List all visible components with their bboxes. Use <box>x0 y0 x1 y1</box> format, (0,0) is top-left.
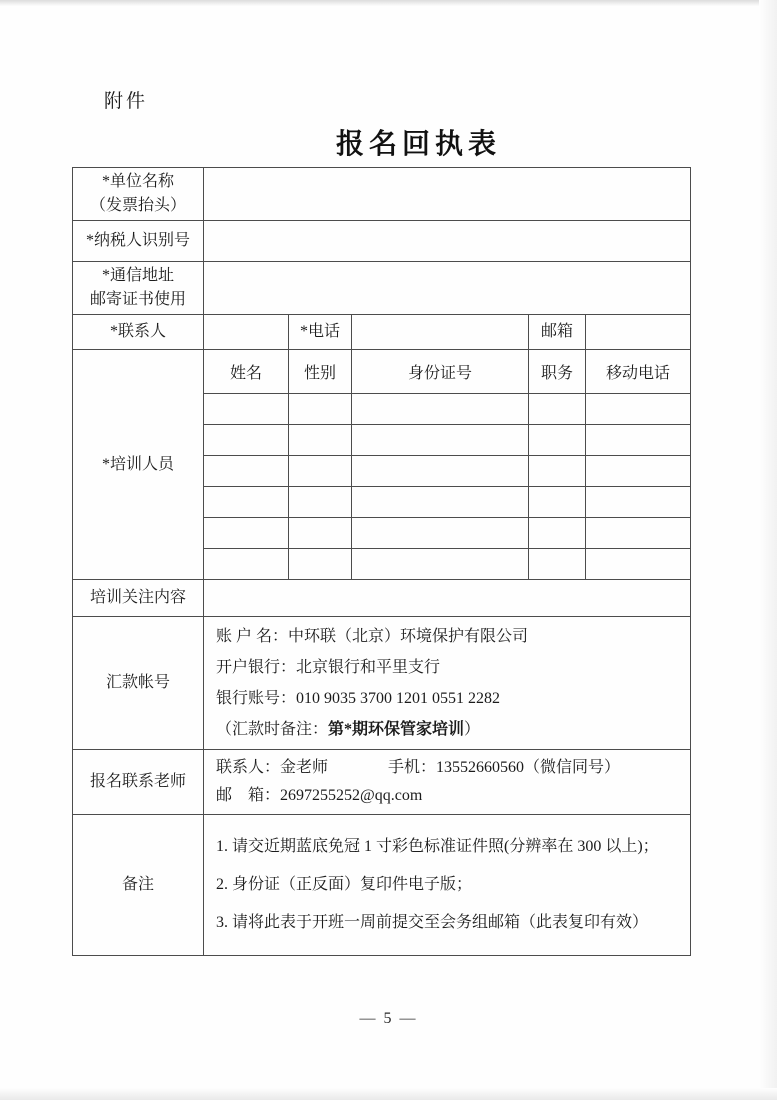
trainee-cell <box>204 425 289 456</box>
training-focus-value-cell <box>204 580 691 617</box>
remittance-note-bold: 第*期环保管家培训 <box>328 721 465 738</box>
trainee-col-position: 职务 <box>529 350 586 394</box>
trainee-cell <box>586 425 691 456</box>
trainee-col-id-number: 身份证号 <box>352 350 529 394</box>
trainee-cell <box>586 456 691 487</box>
row-trainee-header <box>73 350 691 394</box>
contact-phone-label: *电话 <box>289 315 352 350</box>
trainee-cell <box>289 425 352 456</box>
trainee-cell <box>289 456 352 487</box>
trainee-cell <box>352 456 529 487</box>
trainee-cell <box>352 394 529 425</box>
trainee-cell <box>204 487 289 518</box>
row-remarks <box>73 815 691 956</box>
mailing-address-label-line1: *通信地址 <box>101 267 174 284</box>
remittance-content-cell <box>204 617 691 750</box>
trainees-label: *培训人员 <box>73 350 204 580</box>
row-training-focus <box>73 580 691 617</box>
trainee-cell <box>586 549 691 580</box>
trainee-cell <box>586 487 691 518</box>
registration-contact-content-cell <box>204 750 691 815</box>
scan-edge-top <box>0 0 777 6</box>
trainee-cell <box>352 487 529 518</box>
registration-contact-label: 报名联系老师 <box>73 750 204 815</box>
unit-name-value-cell <box>204 168 691 221</box>
training-focus-label: 培训关注内容 <box>73 580 204 617</box>
taxpayer-id-value-cell <box>204 221 691 262</box>
remittance-note <box>216 714 680 745</box>
trainee-cell <box>352 425 529 456</box>
trainee-cell <box>586 394 691 425</box>
trainee-cell <box>289 549 352 580</box>
trainee-cell <box>204 456 289 487</box>
trainee-cell <box>529 456 586 487</box>
attachment-label: 附件 <box>104 91 149 112</box>
remittance-bank: 开户银行：北京银行和平里支行 <box>216 659 441 676</box>
trainee-cell <box>289 394 352 425</box>
remittance-note-suffix: ） <box>464 721 481 738</box>
registration-form-table <box>72 167 691 956</box>
page-number: — 5 — <box>359 1010 418 1027</box>
trainee-cell <box>586 518 691 549</box>
trainee-cell <box>352 549 529 580</box>
remarks-content-cell <box>204 815 691 956</box>
row-contact <box>73 315 691 350</box>
remark-item-3: 3. 请将此表于开班一周前提交至会务组邮箱（此表复印有效） <box>216 914 649 931</box>
trainee-cell <box>529 394 586 425</box>
trainee-cell <box>204 518 289 549</box>
mailing-address-label <box>73 262 204 315</box>
trainee-cell <box>529 549 586 580</box>
page-title-wrap <box>30 122 777 162</box>
mailing-address-value-cell <box>204 262 691 315</box>
remittance-account-number: 银行账号：010 9035 3700 1201 0551 2282 <box>216 690 501 707</box>
trainee-cell <box>529 425 586 456</box>
taxpayer-id-label: *纳税人识别号 <box>73 221 204 262</box>
unit-name-label-line2: （发票抬头） <box>89 197 186 214</box>
row-unit-name <box>73 168 691 221</box>
registration-contact-email: 邮 箱：2697255252@qq.com <box>216 787 423 804</box>
contact-email-label: 邮箱 <box>529 315 586 350</box>
row-remittance <box>73 617 691 750</box>
registration-contact-person: 联系人：金老师 <box>216 759 329 776</box>
unit-name-label <box>73 168 204 221</box>
row-mailing-address <box>73 262 691 315</box>
contact-label: *联系人 <box>73 315 204 350</box>
trainee-cell <box>529 518 586 549</box>
trainee-col-mobile: 移动电话 <box>586 350 691 394</box>
row-registration-contact <box>73 750 691 815</box>
trainee-cell <box>352 518 529 549</box>
trainee-cell <box>204 394 289 425</box>
contact-email-value-cell <box>586 315 691 350</box>
unit-name-label-line1: *单位名称 <box>101 173 174 190</box>
trainee-cell <box>204 549 289 580</box>
remittance-account-name: 账 户 名：中环联（北京）环境保护有限公司 <box>216 628 529 645</box>
remittance-note-prefix: （汇款时备注： <box>216 721 329 738</box>
scan-edge-bottom <box>0 1088 777 1100</box>
remark-item-1: 1. 请交近期蓝底免冠 1 寸彩色标准证件照(分辨率在 300 以上)； <box>216 838 659 855</box>
trainee-cell <box>529 487 586 518</box>
trainee-cell <box>289 487 352 518</box>
trainee-col-gender: 性别 <box>289 350 352 394</box>
registration-contact-mobile: 手机：13552660560（微信同号） <box>388 759 621 776</box>
row-taxpayer-id <box>73 221 691 262</box>
trainee-col-name: 姓名 <box>204 350 289 394</box>
registration-contact-line1 <box>216 754 680 782</box>
contact-phone-value-cell <box>352 315 529 350</box>
scan-edge-right <box>759 0 777 1100</box>
trainee-cell <box>289 518 352 549</box>
remarks-label: 备注 <box>73 815 204 956</box>
page-title: 报名回执表 <box>335 129 501 160</box>
remittance-label: 汇款帐号 <box>73 617 204 750</box>
contact-name-value-cell <box>204 315 289 350</box>
remark-item-2: 2. 身份证（正反面）复印件电子版； <box>216 876 473 893</box>
mailing-address-label-line2: 邮寄证书使用 <box>89 291 186 308</box>
